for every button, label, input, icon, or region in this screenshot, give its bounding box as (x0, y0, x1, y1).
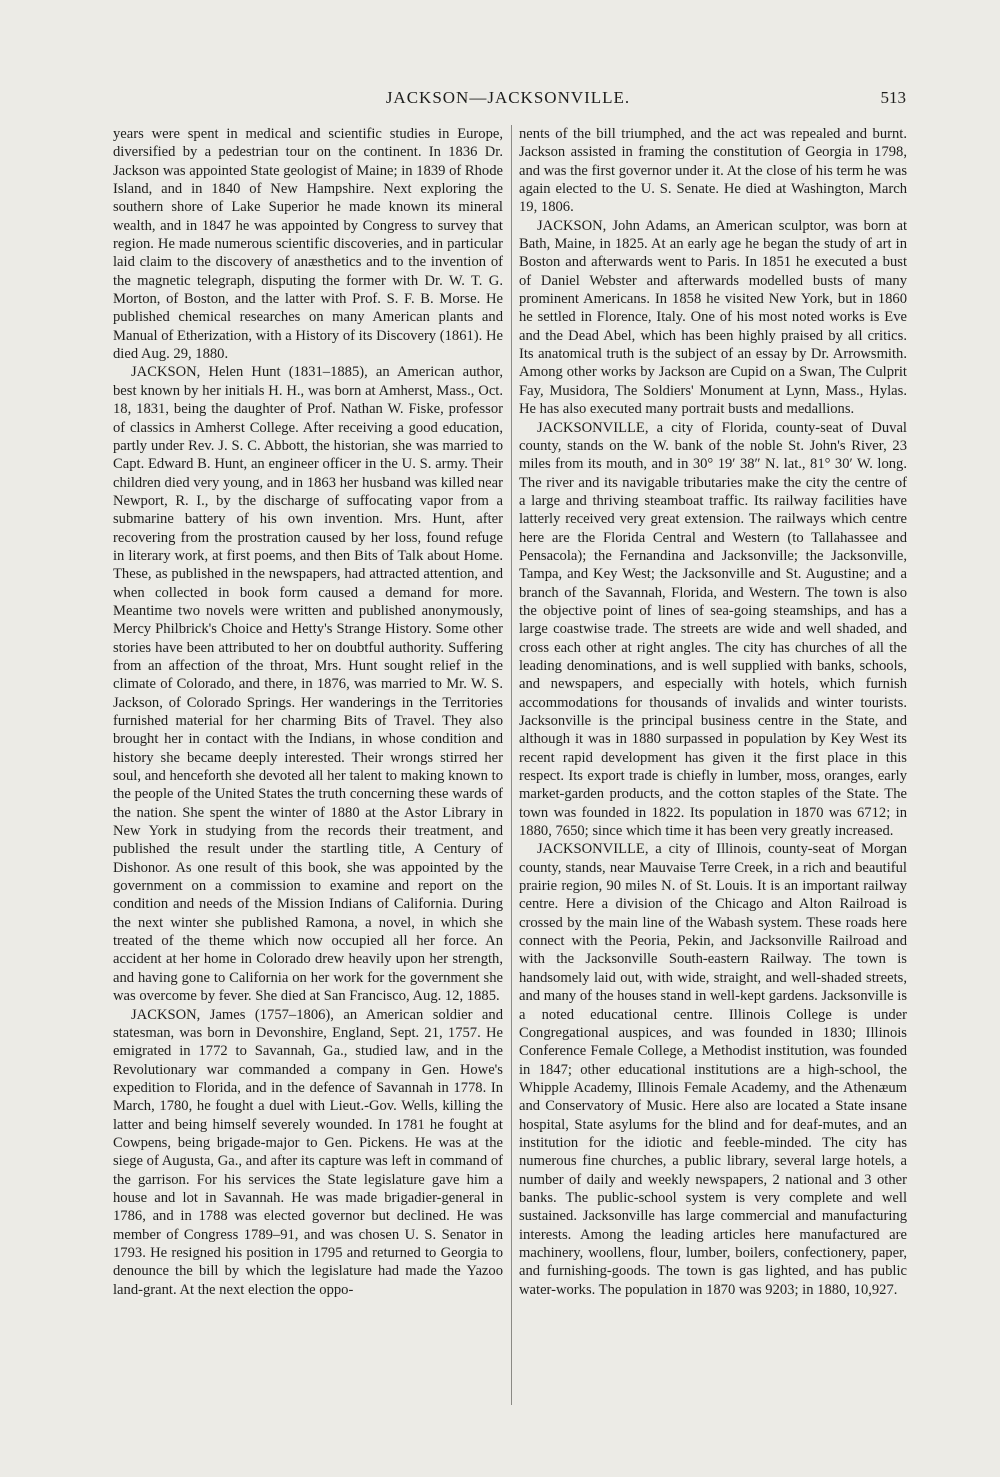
running-head (108, 88, 908, 112)
page-title: JACKSON—JACKSONVILLE. (385, 88, 631, 107)
left-column (113, 125, 503, 1405)
right-column (519, 125, 907, 1405)
entry-jacksonville-florida: JACKSONVILLE, a city of Florida, county-seat of Duval county, stands on the W. bank of the noble St. John's River, 23 miles from its mouth, and in 30° 19′ 38″ N. lat., 81° 30′ W. long. The river and its navigable tributaries make the city the centre of a large and thriving steamboat traffic. Its railway facilities have latterly received very great extension. The railways which centre here are the Florida Central and Western (to Tallahassee and Pensacola); the Fernandina and Jacksonville; the Jacksonville, Tampa, and Key West; the Jacksonville and St. Augustine; and a branch of the Savannah, Florida, and Western. The town is also the objective point of lines of sea-going steamships, and has a large coastwise trade. The streets are wide and well shaded, and cross each other at right angles. The city has churches of all the leading denominations, and is well supplied with banks, schools, and newspapers, and especially with hotels, which furnish accommodations for thousands of invalids and winter tourists. Jacksonville is the principal business centre in the State, and although it was in 1880 surpassed in population by Key West its recent rapid development has given it the first place in this respect. Its export trade is chiefly in lumber, moss, oranges, early market-garden products, and the cotton staples of the State. The town was founded in 1822. Its population in 1870 was 6712; in 1880, 7650; since which time it has been very greatly increased. (519, 419, 907, 840)
paragraph-jackson-charles-continued: years were spent in medical and scientific studies in Europe, diversified by a pedestrian tour on the continent. In 1836 Dr. Jackson was appointed State geologist of Maine; in 1839 of Rhode Island, and in 1840 of New Hampshire. Next exploring the southern shore of Lake Superior he made known its mineral wealth, and in 1847 he was appointed by Congress to survey that region. He made numerous scientific discoveries, and in particular laid claim to the discovery of anæsthetics and to the invention of the magnetic telegraph, disputing the former with Dr. W. T. G. Morton, of Boston, and the latter with Prof. S. F. B. Morse. He published chemical researches on many American plants and Manual of Etherization, with a History of its Discovery (1861). He died Aug. 29, 1880. (113, 126, 503, 363)
entry-jacksonville-illinois: JACKSONVILLE, a city of Illinois, county-seat of Morgan county, stands, near Mauvaise Terre Creek, in a rich and beautiful prairie region, 90 miles N. of St. Louis. It is an important railway centre. Here a division of the Chicago and Alton Railroad is crossed by the main line of the Wabash system. These roads here connect with the Peoria, Pekin, and Jacksonville Railroad and with the Jacksonville South-eastern Railway. The town is handsomely laid out, with wide, straight, and well-shaded streets, and many of the houses stand in well-kept gardens. Jacksonville is a noted educational centre. Illinois College is under Congregational auspices, and was founded in 1830; Illinois Conference Female College, a Methodist institution, was founded in 1847; other educational institutions are a high-school, the Whipple Academy, Illinois Female Academy, and the Athenæum and Conservatory of Music. Here also are located a State insane hospital, State asylums for the blind and for deaf-mutes, and an institution for the idiotic and feeble-minded. The city has numerous fine churches, a public library, several large hotels, a number of daily and weekly newspapers, 2 national and 3 other banks. The public-school system is very complete and well sustained. Jacksonville has large commercial and manufacturing interests. Among the leading articles here manufactured are machinery, woollens, flour, lumber, boilers, confectionery, paper, and furnishing-goods. The town is gas lighted, and has public water-works. The population in 1870 was 9203; in 1880, 10,927. (519, 841, 907, 1298)
entry-jackson-james: JACKSON, James (1757–1806), an American soldier and statesman, was born in Devonshire, England, Sept. 21, 1757. He emigrated in 1772 to Savannah, Ga., studied law, and in the Revolutionary war commanded a company in Gen. Howe's expedition to Florida, and in the defence of Savannah in 1778. In March, 1780, he fought a duel with Lieut.-Gov. Wells, killing the latter and being himself severely wounded. In 1781 he fought at Cowpens, being brigade-major to Gen. Pickens. He was at the siege of Augusta, Ga., and after its capture was left in command of the garrison. For his services the State legislature gave him a house and lot in Savannah. He was made brigadier-general in 1786, and in 1788 was elected governor but declined. He was member of Congress 1789–91, and was chosen U. S. Senator in 1793. He resigned his position in 1795 and returned to Georgia to denounce the bill by which the legislature had made the Yazoo land-grant. At the next election the oppo- (113, 1006, 503, 1298)
entry-jackson-helen-hunt: JACKSON, Helen Hunt (1831–1885), an American author, best known by her initials H. H., was born at Amherst, Mass., Oct. 18, 1831, being the daughter of Prof. Nathan W. Fiske, professor of classics in Amherst College. After receiving a good education, partly under Rev. J. S. C. Abbott, the historian, she was married to Capt. Edward B. Hunt, an engineer officer in the U. S. army. Their children died very young, and in 1863 her husband was killed near Newport, R. I., by the discharge of suffocating vapor from a submarine battery of his own invention. Mrs. Hunt, after recovering from the prostration caused by her loss, found refuge in literary work, at first poems, and then Bits of Talk about Home. These, as published in the newspapers, had attracted attention, and when collected in book form caused a demand for more. Meantime two novels were written and published anonymously, Mercy Philbrick's Choice and Hetty's Strange History. Some other stories have been attributed to her on doubtful authority. Suffering from an affection of the throat, Mrs. Hunt sought relief in the climate of Colorado, and there, in 1876, was married to Mr. W. S. Jackson, of Colorado Springs. Her wanderings in the Territories furnished material for her charming Bits of Travel. They also brought her in contact with the Indians, in whose condition and history she became deeply interested. Their wrongs stirred her soul, and henceforth she devoted all her talent to making known to the people of the United States the truth concerning these wards of the nation. She spent the winter of 1880 at the Astor Library in New York in studying from the records their treatment, and published the result under the startling title, A Century of Dishonor. As one result of this book, she was appointed by the government on a commission to examine and report on the condition and needs of the Mission Indians of California. During the next winter she published Ramona, a novel, in which she treated of the theme which now occupied all her force. An accident at her home in Colorado drew heavily upon her strength, and having gone to California on her work for the government she was overcome by fever. She died at San Francisco, Aug. 12, 1885. (113, 364, 503, 1005)
entry-jackson-john-adams: JACKSON, John Adams, an American sculptor, was born at Bath, Maine, in 1825. At an early age he began the study of art in Boston and afterwards went to Paris. In 1851 he executed a bust of Daniel Webster and afterwards modelled busts of many prominent Americans. In 1858 he visited New York, but in 1860 he settled in Florence, Italy. One of his most noted works is Eve and the Dead Abel, which has been highly praised by all critics. Its anatomical truth is the subject of an essay by Dr. Arrowsmith. Among other works by Jackson are Cupid on a Swan, The Culprit Fay, Musidora, The Soldiers' Monument at Lynn, Mass., Hylas. He has also executed many portrait busts and medallions. (519, 217, 907, 418)
paragraph-jackson-james-continued: nents of the bill triumphed, and the act was repealed and burnt. Jackson assisted in framing the constitution of Georgia in 1798, and was the first governor under it. At the close of his term he was again elected to the U. S. Senate. He died at Washington, March 19, 1806. (519, 126, 907, 216)
column-divider (511, 125, 512, 1405)
page-number: 513 (880, 88, 906, 107)
